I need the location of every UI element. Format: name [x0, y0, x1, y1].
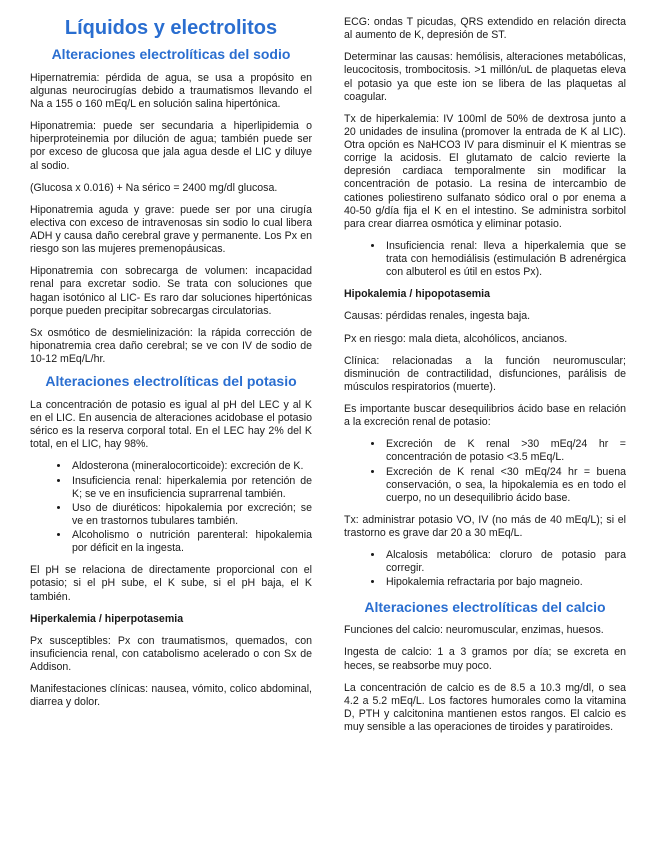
- list-item: • Alcoholismo o nutrición parenteral: hipokalemia por déficit en la ingesta.: [70, 529, 312, 555]
- tx-bullet-list: [344, 549, 626, 589]
- list-item: • Hipokalemia refractaria por bajo magneio.: [384, 576, 626, 589]
- paragraph-causas: Causas: pérdidas renales, ingesta baja.: [344, 310, 531, 323]
- excrecion-bullet-list: [344, 438, 626, 505]
- list-item: • Aldosterona (mineralocorticoide): excreción de K.: [70, 460, 312, 473]
- paragraph-ingesta-calcio: Ingesta de calcio: 1 a 3 gramos por día; se excreta en heces, se reabsorbe muy poco.: [344, 646, 626, 672]
- list-item: • Alcalosis metabólica: cloruro de potasio para corregir.: [384, 549, 626, 575]
- paragraph-ecg: ECG: ondas T picudas, QRS extendido en relación directa al aumento de K, depresión de ST.: [344, 16, 626, 42]
- paragraph-concentracion-calcio: La concentración de calcio es de 8.5 a 10.3 mg/dl, o sea 4.2 a 5.2 mEq/L. Los factores humorales como la vitamina D, PTH y calcitonina mantienen estos rangos. El calcio es muy sensible a las operaciones de tiroides y paratiroides.: [344, 681, 626, 734]
- subheading-hiperkalemia: Hiperkalemia / hiperpotasemia: [30, 612, 184, 625]
- section-heading-calcio: Alteraciones electrolíticas del calcio: [364, 598, 606, 615]
- left-column: [30, 16, 312, 718]
- paragraph-hipernatremia: Hipernatremia: pérdida de agua, se usa a propósito en algunas neurocirugías debido a traumatismos llevando el Na a 155 o 160 mEq/L en solución salina hipertónica.: [30, 71, 312, 111]
- list-item: • Insuficiencia renal: hiperkalemia por retención de K; se ve en insuficiencia suprarrenal también.: [70, 475, 312, 501]
- potasio-bullet-list: [30, 460, 312, 555]
- paragraph-desmielinizacion: Sx osmótico de desmielinización: la rápida corrección de hiponatremia crea daño cerebral; se ve con IV de sodio de 10-12 mEq/L/hr.: [30, 326, 312, 366]
- paragraph-hiponatremia-sobrecarga: Hiponatremia con sobrecarga de volumen: incapacidad renal para excretar sodio. Se trata con soluciones que hagan isotónico al LIC- Es raro dar soluciones hipertónicas porque pueden precipitar sobrecargas circulatorias.: [30, 265, 312, 317]
- paragraph-tx-hiperkalemia: Tx de hiperkalemia: IV 100ml de 50% de dextrosa junto a 20 unidades de insulina (promover la entrada de K al LIC). Otra opción es NaHCO3 IV para disminuir el K mientras se corrige la acidosis. El glutamato de calcio revierte la depresión cardiaca temporalmente sin modificar la concentración de potasio. La resina de intercambio de cationes poliestireno sulfanato sódico oral o por enema a 40-50 g/día fija el K en el intestino. Se administra sorbitol para crear diarrea osmótica y eliminar potasio.: [344, 112, 626, 230]
- paragraph-tx-hipokalemia: Tx: administrar potasio VO, IV (no más de 40 mEq/L); si el trastorno es grave dar 20 a 30 mEq/L.: [344, 513, 626, 539]
- section-heading-sodio: Alteraciones electrolíticas del sodio: [51, 46, 291, 62]
- list-item: • Excreción de K renal >30 mEq/24 hr = concentración de potasio <3.5 mEq/L.: [384, 438, 626, 464]
- paragraph-determinar-causas: Determinar las causas: hemólisis, alteraciones metabólicas, leucocitosis, trombocitosis. >1 millón/uL de plaquetas eleva el potasio ya que este ion se libera de las plaquetas al coagular.: [344, 51, 626, 103]
- paragraph-glucosa-formula: (Glucosa x 0.016) + Na sérico = 2400 mg/dl glucosa.: [30, 181, 278, 194]
- paragraph-acido-base: Es importante buscar desequilibrios ácido base en relación a la excreción renal de potasio:: [344, 403, 626, 429]
- subheading-hipokalemia: Hipokalemia / hipopotasemia: [344, 288, 490, 301]
- right-column: [344, 16, 626, 743]
- list-item: • Insuficiencia renal: lleva a hiperkalemia que se trata con hemodiálisis (estimulación B adrenérgica con albuterol es útil en estos Px).: [384, 240, 626, 279]
- paragraph-px-susceptibles: Px susceptibles: Px con traumatismos, quemados, con insuficiencia renal, con catabolismo acelerado o con Sx de Addison.: [30, 634, 312, 674]
- paragraph-potasio-intro: La concentración de potasio es igual al pH del LEC y al K en el LIC. En ausencia de alteraciones acidobase el potasio sérico es la reserva corporal total. En el LEC hay 2% del K total, en el LIC, hay 98%.: [30, 398, 312, 451]
- section-heading-potasio: Alteraciones electrolíticas del potasio: [45, 373, 297, 390]
- list-item: • Excreción de K renal <30 mEq/24 hr = buena conservación, o sea, la hipokalemia es en todo el cuerpo, no un desequilibrio ácido base.: [384, 466, 626, 505]
- paragraph-funciones-calcio: Funciones del calcio: neuromuscular, enzimas, huesos.: [344, 624, 604, 637]
- paragraph-clinica: Clínica: relacionadas a la función neuromuscular; disminución de contractilidad, disfunciones, parálisis de músculos respiratorios (muerte).: [344, 354, 626, 393]
- page-title: Líquidos y electrolitos: [64, 17, 278, 39]
- paragraph-ph-potasio: El pH se relaciona de directamente proporcional con el potasio; si el pH sube, el K sube, si el pH baja, el K también.: [30, 564, 312, 603]
- hiperkalemia-bullet-list: [344, 240, 626, 279]
- paragraph-hiponatremia-aguda: Hiponatremia aguda y grave: puede ser por una cirugía electiva con exceso de intravenosas sin sodio lo cual libera ADH y causa daño cerebral grave y permanente. Los Px en riesgo son las mujeres premenopáusicas.: [30, 203, 312, 256]
- list-item: • Uso de diuréticos: hipokalemia por excreción; se ve en trastornos tubulares también.: [70, 502, 312, 528]
- paragraph-hiponatremia: Hiponatremia: puede ser secundaria a hiperlipidemia o hiperproteinemia por dilución de agua; también puede ser por exceso de glucosa que jala agua desde el LIC y diluye al sodio.: [30, 120, 312, 172]
- paragraph-px-riesgo: Px en riesgo: mala dieta, alcohólicos, ancianos.: [344, 332, 568, 345]
- paragraph-manifestaciones: Manifestaciones clínicas: nausea, vómito, colico abdominal, diarrea y dolor.: [30, 683, 312, 709]
